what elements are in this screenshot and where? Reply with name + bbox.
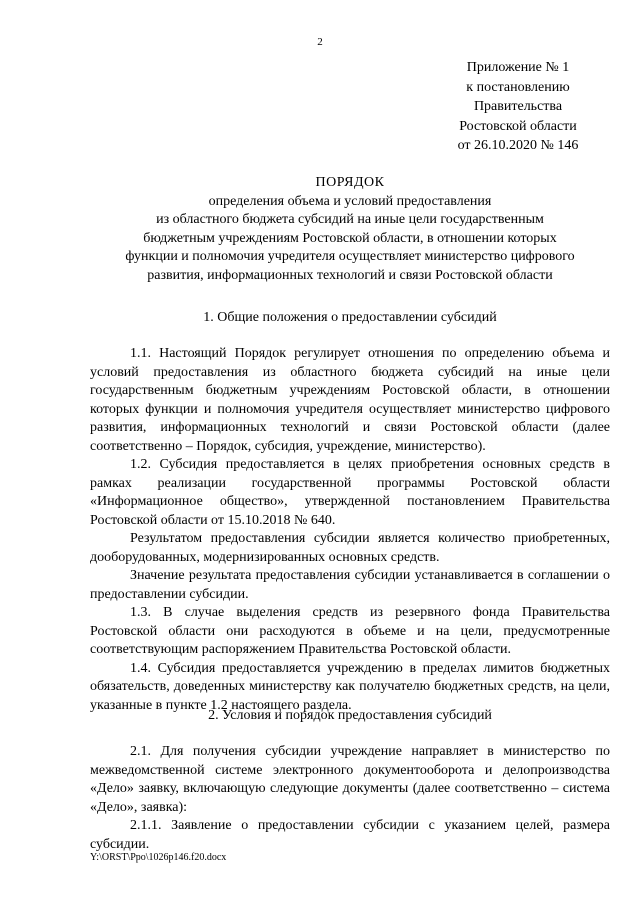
- paragraph: Результатом предоставления субсидии является количество приобретенных, дооборудованных, модернизированных основных средств.: [90, 531, 610, 565]
- appendix-reference: [438, 58, 598, 156]
- footer-file-path: Y:\ORST\Ppo\1026p146.f20.docx: [90, 852, 227, 863]
- title-line: функции и полномочия учредителя осуществляет министерство цифрового: [125, 249, 575, 265]
- section-2-heading: 2. Условия и порядок предоставления субсидий: [208, 708, 492, 723]
- paragraph: 2.1. Для получения субсидии учреждение направляет в министерство по межведомственной системе электронного документооборота и делопроизводства «Дело» заявку, включающую следующие документы (далее соответственно – система «Дело», заявка):: [90, 744, 610, 815]
- appendix-line: к постановлению: [466, 79, 570, 95]
- appendix-line: Ростовской области: [459, 118, 577, 134]
- appendix-line: от 26.10.2020 № 146: [457, 138, 579, 154]
- paragraph: Значение результата предоставления субсидии устанавливается в соглашении о предоставлении субсидии.: [90, 568, 610, 602]
- appendix-line: Правительства: [473, 99, 563, 115]
- page-number: 2: [317, 36, 323, 48]
- section-2-body: [90, 743, 610, 854]
- document-title: [90, 174, 610, 286]
- title-line: определения объема и условий предоставления: [208, 193, 492, 209]
- paragraph: 1.1. Настоящий Порядок регулирует отношения по определению объема и условий предоставления из областного бюджета субсидий на иные цели государственным бюджетным учреждениям Ростовской области, в отношении которых функции и полномочия учредителя осуществляет министерство цифрового развития, информационных технологий и связи Ростовской области (далее соответственно – Порядок, субсидия, учреждение, министерство).: [90, 346, 610, 454]
- paragraph: 1.2. Субсидия предоставляется в целях приобретения основных средств в рамках реализации государственной программы Ростовской области «Информационное общество», утвержденной постановлением Правительства Ростовской области от 15.10.2018 № 640.: [90, 457, 610, 528]
- section-1-heading: 1. Общие положения о предоставлении субсидий: [203, 310, 497, 325]
- paragraph: 1.3. В случае выделения средств из резервного фонда Правительства Ростовской области они расходуются в объеме и на цели, предусмотренные соответствующим распоряжением Правительства Ростовской области.: [90, 605, 610, 657]
- title-line: бюджетным учреждениям Ростовской области, в отношении которых: [143, 230, 557, 246]
- title-line: из областного бюджета субсидий на иные цели государственным: [156, 212, 544, 228]
- title-main: ПОРЯДОК: [315, 175, 385, 190]
- appendix-line: Приложение № 1: [466, 60, 570, 75]
- paragraph: 1.4. Субсидия предоставляется учреждению в пределах лимитов бюджетных обязательств, доведенных министерству как получателю бюджетных средств, на цели, указанные в пункте 1.2 настоящего раздела.: [90, 660, 610, 713]
- section-1-body: [90, 345, 610, 715]
- title-line: развития, информационных технологий и связи Ростовской области: [147, 267, 553, 283]
- paragraph: 2.1.1. Заявление о предоставлении субсидии с указанием целей, размера субсидии.: [90, 818, 610, 852]
